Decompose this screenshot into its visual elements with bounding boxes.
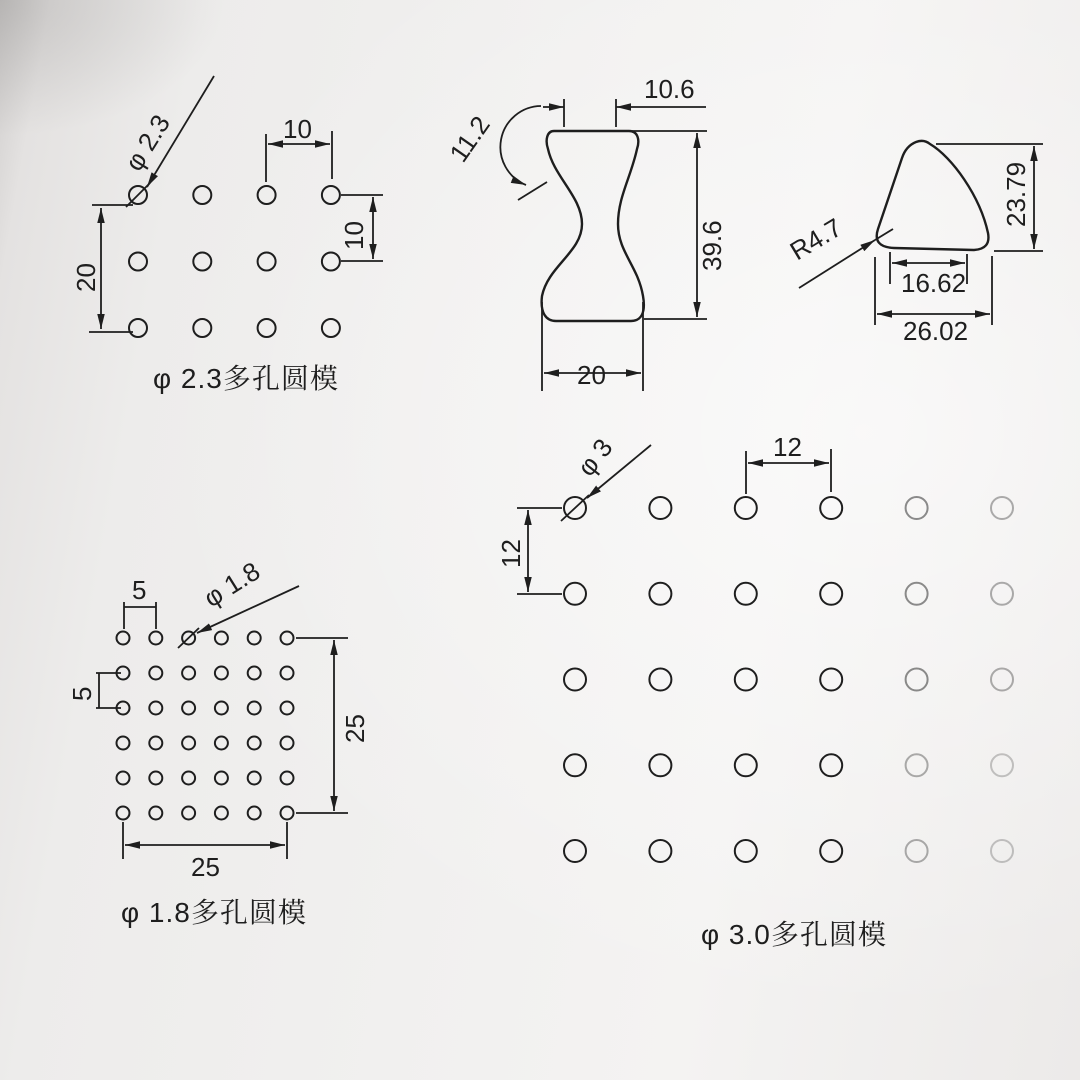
phi18-pitch-v-text: 5	[67, 686, 97, 701]
figure-phi18-die	[67, 556, 370, 928]
die-hole	[735, 669, 757, 691]
phi30-dim-pitch-v	[496, 508, 562, 594]
phi30-figure-label: φ 3.0多孔圆模	[701, 919, 887, 950]
die-hole	[281, 772, 294, 785]
die-hole	[322, 253, 340, 271]
triangle-height-text: 23.79	[1001, 161, 1031, 227]
die-hole	[182, 737, 195, 750]
die-hole	[149, 772, 162, 785]
die-hole	[248, 772, 261, 785]
die-hole	[281, 667, 294, 680]
die-hole	[258, 186, 276, 204]
die-hole	[182, 807, 195, 820]
die-hole	[281, 702, 294, 715]
die-hole	[906, 840, 928, 862]
die-hole	[564, 840, 586, 862]
die-hole	[215, 807, 228, 820]
die-hole	[906, 497, 928, 519]
phi18-diameter-text: φ 1.8	[198, 555, 266, 614]
phi23-figure-label: φ 2.3多孔圆模	[153, 363, 339, 394]
phi30-pitch-v-text: 12	[496, 539, 526, 568]
hourglass-dim-top-width	[543, 74, 706, 127]
die-hole	[149, 667, 162, 680]
die-hole	[215, 632, 228, 645]
figure-phi23-die	[71, 76, 383, 394]
die-hole	[991, 754, 1013, 776]
die-hole	[564, 669, 586, 691]
die-hole	[820, 754, 842, 776]
phi18-figure-label: φ 1.8多孔圆模	[121, 897, 307, 928]
die-hole	[906, 754, 928, 776]
phi23-pitch-h-text: 10	[283, 114, 312, 144]
die-hole	[564, 754, 586, 776]
phi23-span-v-text: 20	[71, 263, 101, 292]
triangle-inner-width-text: 16.62	[901, 268, 967, 298]
die-hole	[248, 702, 261, 715]
die-hole	[991, 669, 1013, 691]
die-hole	[215, 667, 228, 680]
die-hole	[117, 772, 130, 785]
triangle-outline	[877, 141, 989, 250]
figure-phi30-die	[496, 432, 1013, 950]
die-hole	[258, 253, 276, 271]
die-hole	[564, 583, 586, 605]
hourglass-dim-bottom-width	[542, 302, 643, 391]
phi23-diameter-text: φ 2.3	[118, 109, 177, 177]
die-hole	[149, 632, 162, 645]
figure-hourglass-die	[443, 74, 727, 391]
die-hole	[281, 632, 294, 645]
die-hole	[820, 669, 842, 691]
phi18-dim-span-v	[296, 638, 370, 813]
die-hole	[649, 669, 671, 691]
triangle-corner-radius-text: R4.7	[784, 212, 848, 267]
hourglass-top-width-text: 10.6	[644, 74, 695, 104]
phi18-hole-grid	[117, 632, 294, 820]
phi30-hole-grid	[564, 497, 1013, 862]
die-hole	[258, 319, 276, 337]
hourglass-bottom-width-text: 20	[577, 360, 606, 390]
die-hole	[991, 583, 1013, 605]
die-hole	[820, 840, 842, 862]
die-hole	[149, 737, 162, 750]
die-hole	[248, 667, 261, 680]
die-hole	[649, 497, 671, 519]
die-hole	[248, 807, 261, 820]
phi30-pitch-h-text: 12	[773, 432, 802, 462]
die-hole	[149, 702, 162, 715]
phi23-dim-pitch-v	[339, 195, 383, 261]
figure-triangle-die	[785, 141, 1043, 346]
phi23-dim-span-v	[71, 205, 133, 332]
die-hole	[649, 583, 671, 605]
die-hole	[322, 186, 340, 204]
phi30-diameter-callout	[561, 433, 651, 521]
die-hole	[182, 772, 195, 785]
die-hole	[248, 632, 261, 645]
die-hole	[735, 583, 757, 605]
die-hole	[215, 772, 228, 785]
phi30-diameter-text: φ 3	[571, 432, 619, 482]
hourglass-outline	[542, 131, 644, 321]
phi18-dim-pitch-v	[67, 673, 121, 708]
die-hole	[129, 319, 147, 337]
die-hole	[991, 840, 1013, 862]
phi23-hole-grid	[129, 186, 340, 337]
die-hole	[322, 319, 340, 337]
die-hole	[649, 754, 671, 776]
die-hole	[193, 319, 211, 337]
die-hole	[991, 497, 1013, 519]
die-hole	[182, 667, 195, 680]
die-hole	[182, 702, 195, 715]
phi18-span-v-text: 25	[340, 714, 370, 743]
die-hole	[117, 737, 130, 750]
die-hole	[735, 754, 757, 776]
triangle-dim-inner-width	[890, 252, 967, 298]
die-hole	[149, 807, 162, 820]
die-hole	[281, 737, 294, 750]
phi23-dim-pitch-h	[266, 114, 332, 182]
hourglass-height-text: 39.6	[697, 220, 727, 271]
die-hole	[248, 737, 261, 750]
phi18-dim-span-h	[123, 822, 287, 882]
phi18-span-h-text: 25	[191, 852, 220, 882]
die-hole	[117, 632, 130, 645]
triangle-width-text: 26.02	[903, 316, 969, 346]
die-hole	[735, 497, 757, 519]
phi30-dim-pitch-h	[746, 432, 831, 494]
hourglass-neck-radius-callout	[443, 106, 547, 200]
die-hole	[215, 737, 228, 750]
phi23-pitch-v-text: 10	[339, 221, 369, 250]
die-hole	[129, 253, 147, 271]
die-hole	[649, 840, 671, 862]
triangle-corner-radius-callout	[785, 212, 893, 288]
phi18-pitch-h-text: 5	[132, 575, 147, 605]
die-hole	[735, 840, 757, 862]
die-hole	[906, 583, 928, 605]
die-hole	[281, 807, 294, 820]
die-hole	[820, 497, 842, 519]
hourglass-neck-radius-text: 11.2	[443, 110, 496, 168]
die-hole	[193, 186, 211, 204]
die-hole	[906, 669, 928, 691]
die-hole	[117, 807, 130, 820]
die-hole	[820, 583, 842, 605]
die-hole	[193, 253, 211, 271]
hourglass-dim-height	[632, 131, 727, 319]
die-hole	[215, 702, 228, 715]
phi18-dim-pitch-h	[124, 575, 156, 629]
